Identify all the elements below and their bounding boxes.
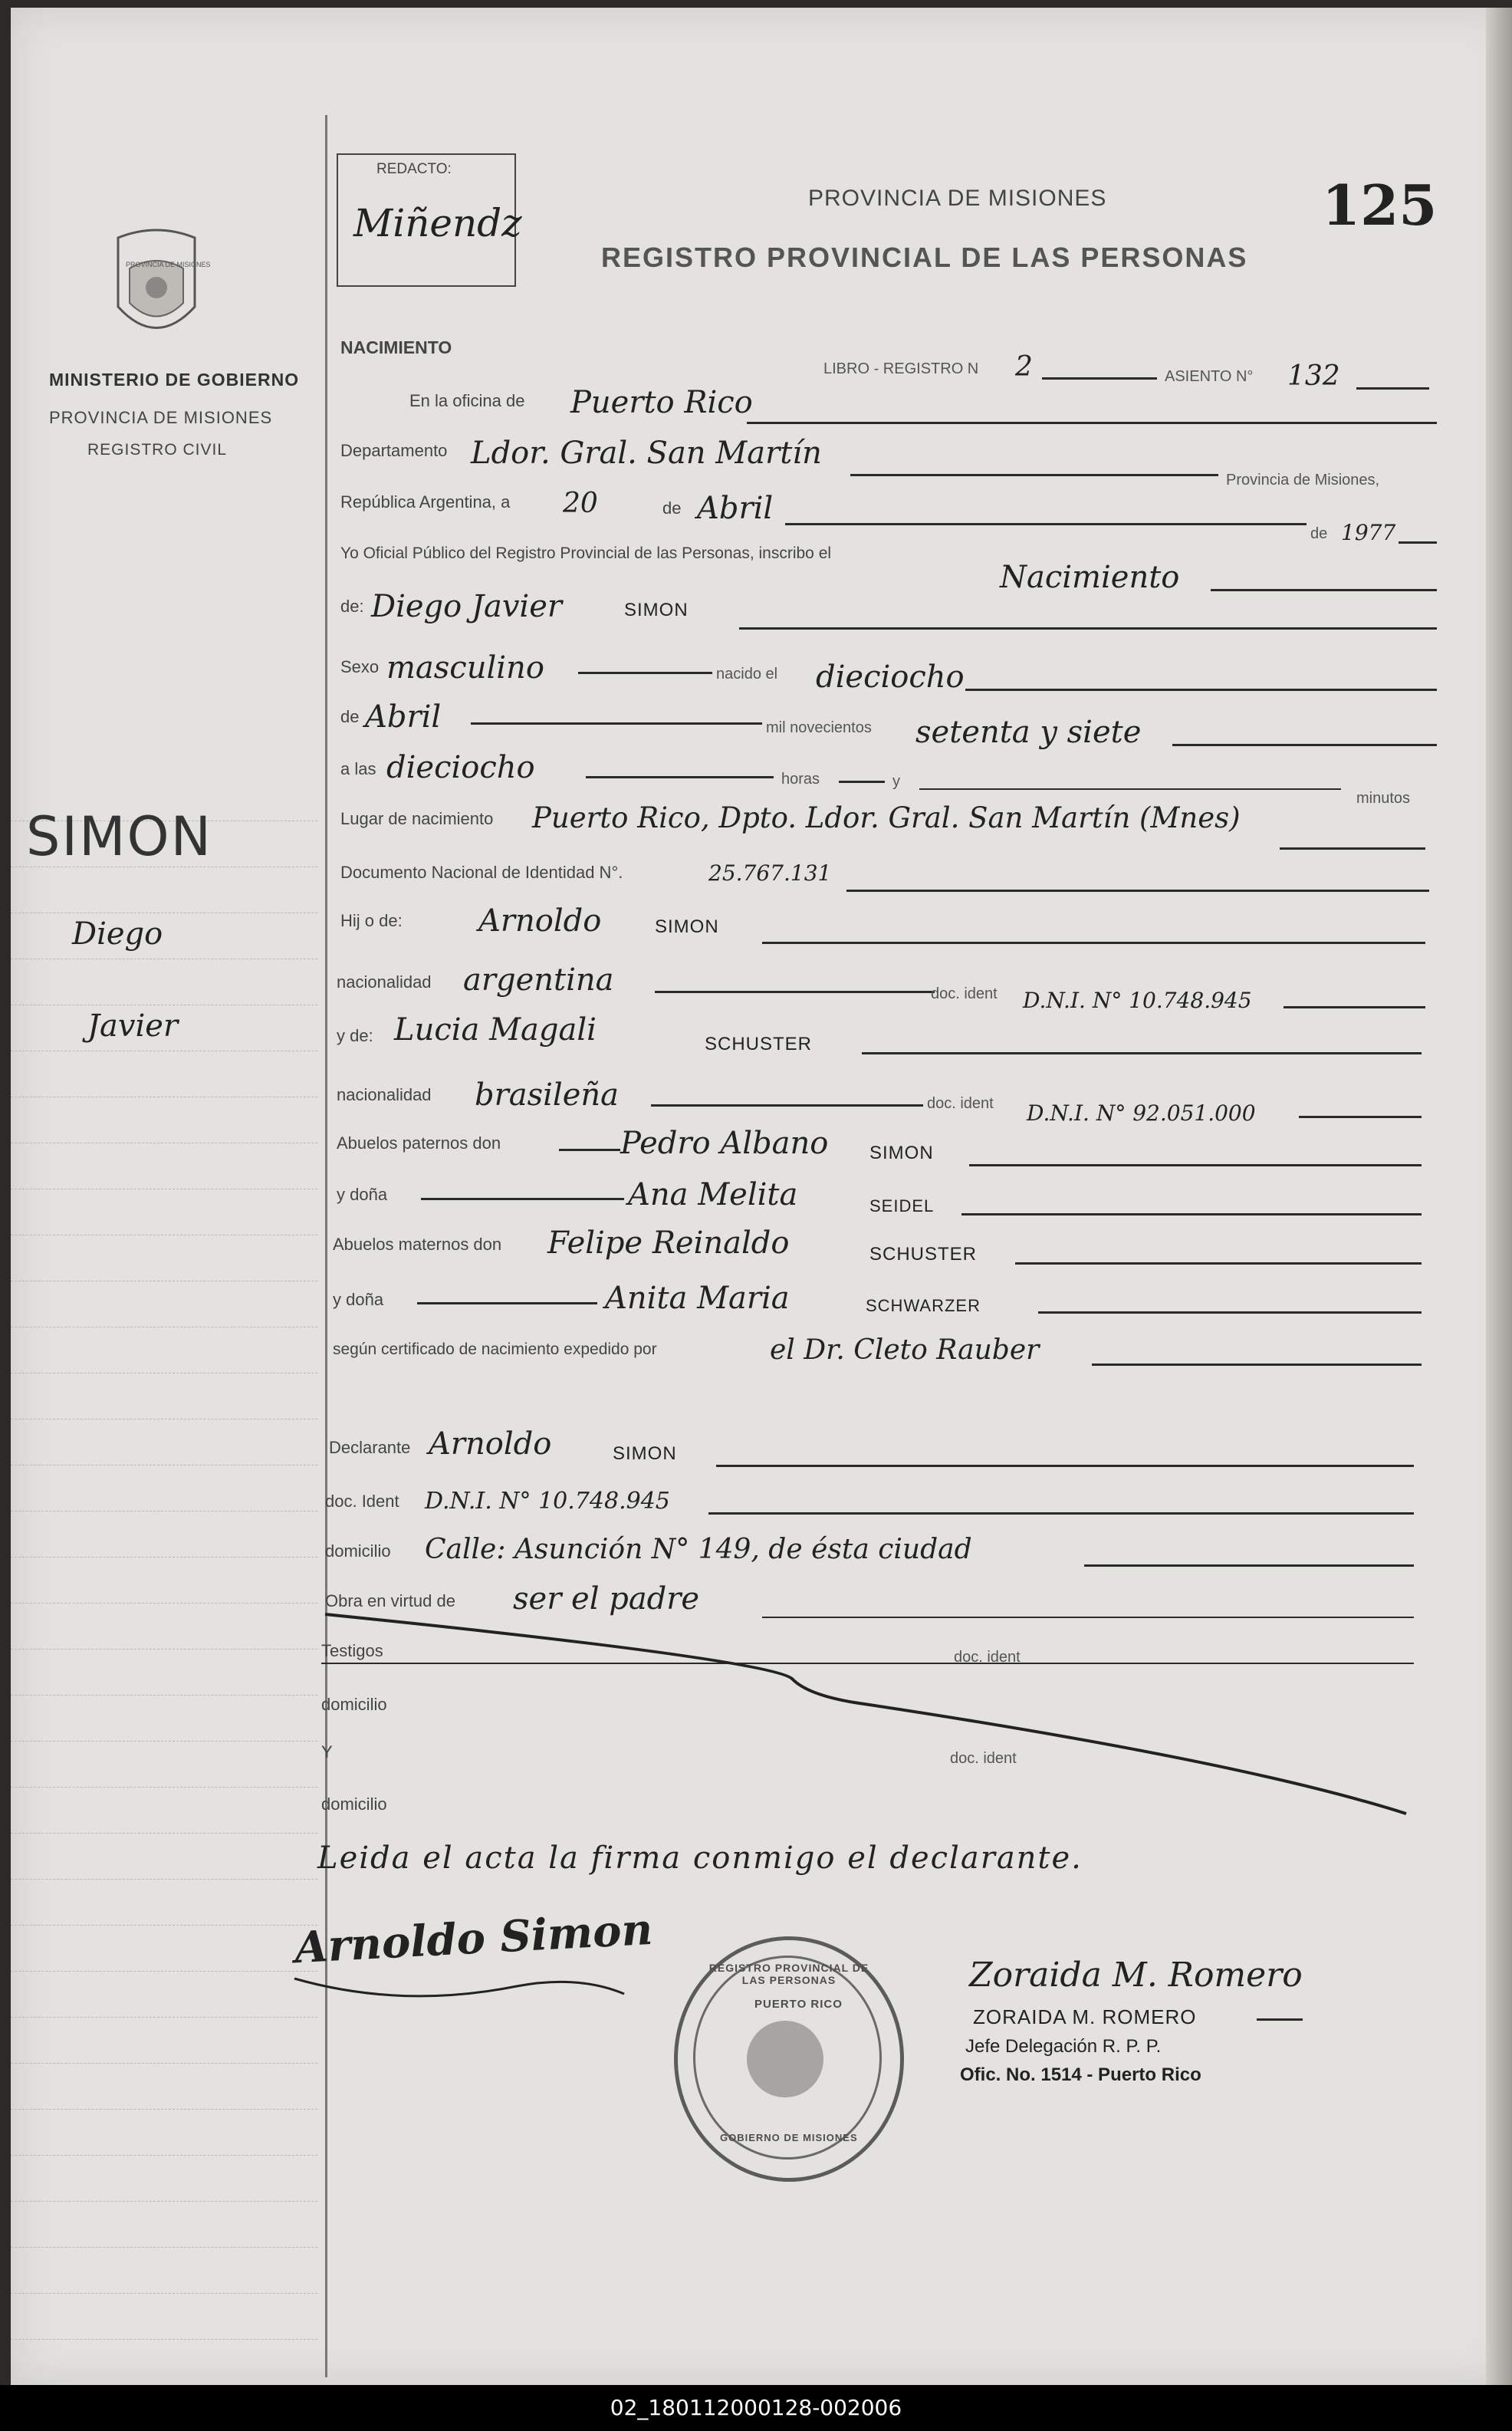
mil-value: setenta y siete xyxy=(915,715,1142,750)
registry-name: REGISTRO CIVIL xyxy=(87,441,228,459)
declarante-label: Declarante xyxy=(329,1438,411,1457)
doc-declarante-value: D.N.I. N° 10.748.945 xyxy=(425,1488,670,1515)
domicilio-value: Calle: Asunción N° 149, de ésta ciudad xyxy=(425,1534,972,1565)
mil-label: mil novecientos xyxy=(766,719,872,736)
signature-flourish xyxy=(287,1902,639,2017)
anio-value: 1977 xyxy=(1341,520,1396,545)
hijo-label: Hij o de: xyxy=(340,911,403,930)
departamento-value: Ldor. Gral. San Martín xyxy=(471,436,822,471)
certificado-label: según certificado de nacimiento expedido por xyxy=(333,1341,657,1358)
margin-line xyxy=(325,115,327,2377)
asiento-label: ASIENTO N° xyxy=(1165,368,1254,385)
province-heading: PROVINCIA DE MISIONES xyxy=(808,186,1107,211)
doc2-label: doc. ident xyxy=(927,1095,994,1112)
ministry-title: MINISTERIO DE GOBIERNO xyxy=(49,370,300,390)
abuelos-paternos-label: Abuelos paternos don xyxy=(337,1133,501,1153)
yo-oficial-label: Yo Oficial Público del Registro Provincial de las Personas, inscribo el xyxy=(340,544,832,562)
doc-testigo-2-label: doc. ident xyxy=(950,1750,1017,1767)
asiento-value: 132 xyxy=(1287,360,1340,392)
nac-mes-value: Abril xyxy=(365,699,442,735)
a-las-value: dieciocho xyxy=(386,750,535,785)
de-mes-label: de xyxy=(340,707,360,726)
madre-apellido: SCHUSTER xyxy=(705,1034,813,1054)
apellido-value: SIMON xyxy=(624,600,689,620)
republica-label: República Argentina, a xyxy=(340,492,511,512)
province-seal-icon xyxy=(103,222,210,353)
horas-label: horas xyxy=(781,771,820,788)
nacido-value: dieciocho xyxy=(816,660,965,695)
de-label: de xyxy=(662,498,682,518)
anio-label: de xyxy=(1310,525,1328,542)
a-las-label: a las xyxy=(340,759,376,778)
redacto-box xyxy=(337,153,522,287)
domicilio-label: domicilio xyxy=(325,1541,391,1561)
registry-stamp xyxy=(674,1936,904,2182)
sexo-label: Sexo xyxy=(340,657,380,676)
inscribo-value: Nacimiento xyxy=(1000,560,1180,595)
mes-value: Abril xyxy=(697,491,774,526)
y-dona-1-label: y doña xyxy=(337,1185,388,1204)
dia-value: 20 xyxy=(563,488,598,519)
register-page xyxy=(11,8,1512,2385)
domicilio-testigo-1-label: domicilio xyxy=(321,1695,387,1714)
provincia-label: Provincia de Misiones, xyxy=(1226,472,1380,489)
declarante-signature: Arnoldo Simon xyxy=(293,1903,654,1974)
domicilio-testigo-2-label: domicilio xyxy=(321,1794,387,1814)
abuelo-materno-nombre: Felipe Reinaldo xyxy=(547,1225,790,1261)
margin-name-1: Diego xyxy=(72,916,163,952)
lugar-value: Puerto Rico, Dpto. Ldor. Gral. San Martín (Mnes) xyxy=(532,801,1241,834)
redacto-signature: Miñendz xyxy=(353,201,522,245)
obra-label: Obra en virtud de xyxy=(325,1591,455,1610)
abuelos-maternos-label: Abuelos maternos don xyxy=(333,1235,502,1254)
obra-value: ser el padre xyxy=(513,1581,700,1617)
certificado-value: el Dr. Cleto Rauber xyxy=(770,1334,1040,1366)
declarante-nombre: Arnoldo xyxy=(429,1426,552,1462)
redacto-label: REDACTO: xyxy=(376,161,452,177)
doc1-value: D.N.I. N° 10.748.945 xyxy=(1023,988,1252,1013)
documento-value: 25.767.131 xyxy=(708,860,832,886)
abuela-paterna-apellido: SEIDEL xyxy=(869,1196,935,1216)
page-number: 125 xyxy=(1322,173,1438,238)
sexo-value: masculino xyxy=(386,650,544,686)
documento-label: Documento Nacional de Identidad N°. xyxy=(340,863,623,882)
abuelo-paterno-apellido: SIMON xyxy=(869,1143,934,1163)
stamp-inner-text: PUERTO RICO xyxy=(754,1998,843,2011)
y-label: y xyxy=(892,773,900,790)
libro-value: 2 xyxy=(1015,351,1033,383)
record-type-label: NACIMIENTO xyxy=(340,337,452,357)
nombre-value: Diego Javier xyxy=(371,589,563,624)
official-name: ZORAIDA M. ROMERO xyxy=(973,2005,1197,2028)
madre-nombre: Lucia Magali xyxy=(394,1012,597,1048)
nacionalidad2-value: brasileña xyxy=(475,1077,619,1113)
testigos-label: Testigos xyxy=(321,1641,383,1660)
departamento-label: Departamento xyxy=(340,441,448,460)
nacionalidad1-label: nacionalidad xyxy=(337,972,432,992)
abuela-materna-apellido: SCHWARZER xyxy=(866,1296,981,1315)
official-role: Jefe Delegación R. P. P. xyxy=(965,2036,1162,2057)
de-nombre-label: de: xyxy=(340,597,364,616)
margin-surname: SIMON xyxy=(26,805,212,868)
libro-label: LIBRO - REGISTRO N xyxy=(823,360,979,377)
nacionalidad1-value: argentina xyxy=(463,962,614,998)
lugar-label: Lugar de nacimiento xyxy=(340,809,494,828)
seal-text: PROVINCIA DE MISIONES xyxy=(126,261,211,268)
declarante-apellido: SIMON xyxy=(613,1443,677,1464)
oficina-label: En la oficina de xyxy=(409,391,525,410)
doc2-value: D.N.I. N° 92.051.000 xyxy=(1027,1100,1256,1126)
nacionalidad2-label: nacionalidad xyxy=(337,1085,432,1104)
oficina-value: Puerto Rico xyxy=(570,385,753,420)
padre-apellido: SIMON xyxy=(655,916,719,937)
doc-declarante-label: doc. Ident xyxy=(325,1492,399,1511)
abuela-paterna-nombre: Ana Melita xyxy=(628,1177,798,1212)
leida-text: Leida el acta la firma conmigo el declarante. xyxy=(317,1841,1083,1876)
ministry-province: PROVINCIA DE MISIONES xyxy=(49,408,273,427)
stamp-bottom-text: GOBIERNO DE MISIONES xyxy=(720,2132,858,2143)
abuela-materna-nombre: Anita Maria xyxy=(605,1281,790,1316)
minutos-label: minutos xyxy=(1356,790,1411,807)
stamp-outer-text: REGISTRO PROVINCIAL DE LAS PERSONAS xyxy=(708,1962,869,1986)
official-office: Ofic. No. 1514 - Puerto Rico xyxy=(960,2064,1201,2085)
y-de-label: y de: xyxy=(337,1026,373,1045)
nacido-label: nacido el xyxy=(716,666,778,683)
doc-testigo-1-label: doc. ident xyxy=(954,1649,1021,1666)
doc1-label: doc. ident xyxy=(931,985,998,1002)
y-dona-2-label: y doña xyxy=(333,1290,384,1309)
padre-nombre: Arnoldo xyxy=(478,903,602,939)
cancel-stroke xyxy=(317,1607,1429,1837)
abuelo-materno-apellido: SCHUSTER xyxy=(869,1244,978,1265)
image-caption: 02_180112000128-002006 xyxy=(0,2385,1512,2431)
y-testigo-label: Y xyxy=(321,1742,333,1762)
abuelo-paterno-nombre: Pedro Albano xyxy=(620,1126,829,1161)
document-title: REGISTRO PROVINCIAL DE LAS PERSONAS xyxy=(601,242,1248,273)
page-edge xyxy=(1486,8,1512,2385)
margin-name-2: Javier xyxy=(87,1008,179,1044)
official-signature: Zoraida M. Romero xyxy=(969,1956,1303,1995)
